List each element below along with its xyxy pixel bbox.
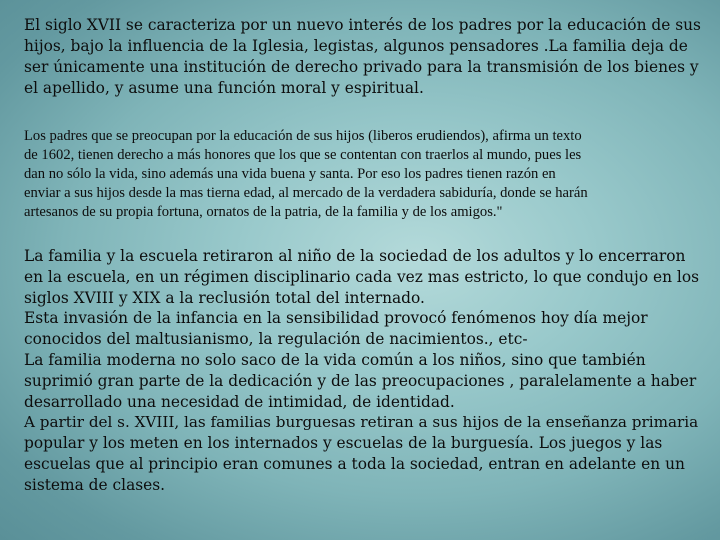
text-line: el apellido, y asume una función moral y espiritual. (24, 79, 424, 97)
text-line: enviar a sus hijos desde la mas tierna edad, al mercado de la verdadera sabiduría, donde se harán (24, 185, 588, 201)
text-line: artesanos de su propia fortuna, ornatos de la patria, de la familia y de los amigos." (24, 204, 503, 220)
text-line: de 1602, tienen derecho a más honores que los que se contentan con traerlos al mundo, pues les (24, 147, 582, 163)
text-line: La familia moderna no solo saco de la vida común a los niños, sino que también (24, 350, 646, 369)
text-line: en la escuela, en un régimen disciplinario cada vez mas estricto, lo que condujo en los (24, 267, 699, 286)
text-line: desarrollado una necesidad de intimidad, de identidad. (24, 392, 455, 411)
text-line: dan no sólo la vida, sino además una vida buena y santa. Por eso los padres tienen razón en (24, 166, 556, 182)
paragraph-quote (24, 127, 702, 222)
paragraph-intro (24, 15, 702, 99)
text-line: escuelas que al principio eran comunes a toda la sociedad, entran en adelante en un (24, 454, 685, 473)
text-line: El siglo XVII se caracteriza por un nuevo interés de los padres por la educación de sus (24, 16, 701, 34)
text-line: Los padres que se preocupan por la educación de sus hijos (liberos erudiendos), afirma un texto (24, 128, 582, 144)
text-line: sistema de clases. (24, 475, 166, 494)
text-line: conocidos del maltusianismo, la regulación de nacimientos., etc- (24, 330, 528, 349)
text-line: siglos XVIII y XIX a la reclusión total del internado. (24, 288, 425, 307)
text-line: ser únicamente una institución de derecho privado para la transmisión de los bienes y (24, 58, 699, 76)
text-line: La familia y la escuela retiraron al niño de la sociedad de los adultos y lo encerraron (24, 247, 686, 265)
text-line: suprimió gran parte de la dedicación y de las preocupaciones , paralelamente a haber (24, 371, 697, 390)
text-line: popular y los meten en los internados y escuelas de la burguesía. Los juegos y las (24, 434, 663, 453)
slide-body (24, 0, 702, 540)
text-line: hijos, bajo la influencia de la Iglesia, legistas, algunos pensadores .La familia deja de (24, 37, 688, 55)
text-line: Esta invasión de la infancia en la sensibilidad provocó fenómenos hoy día mejor (24, 309, 648, 328)
paragraph-main (24, 246, 702, 496)
text-line: A partir del s. XVIII, las familias burguesas retiran a sus hijos de la enseñanza primaria (24, 413, 699, 432)
